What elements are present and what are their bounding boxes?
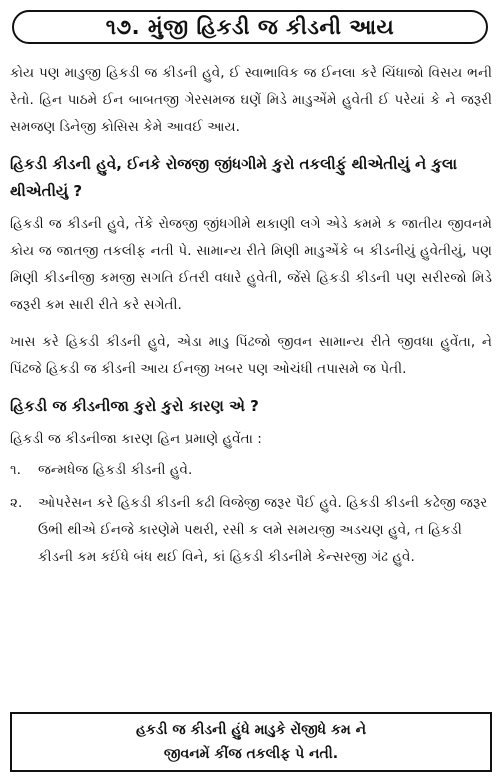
question-heading-2: હિકડી જ કીડનીજા કુરો કુરો કારણ એ ? xyxy=(10,397,259,415)
answer-paragraph-2: ખાસ કરે હિકડી કીડની હુવે, એડા માડુ પિંઢજો જીવન સામાન્ય રીતે જીવધા હુવેંતા, ને પિંઢજે હિકડી જ કીડની આય ઈનજી ખબર પણ ઓચંધી તપાસમે જ પેતી. xyxy=(10,334,492,377)
cause-list-item xyxy=(10,490,492,571)
cause-text: ઓપરેસન કરે હિકડી કીડની કઢી વિજેજી જરૂર પૈઈ હુવે. હિકડી કીડની કઢેજી જરૂર ઉભી થીએ ઈનજે કારણેમે પથરી, રસી ક લમે સમયજી અડચણ હુવે, ત હિકડી કીડની કમ કઈંધે બંધ થઈ વિને, કાં હિકડી કીડનીમે કેન્સરજી ગંઢ હુવે. xyxy=(38,495,488,565)
intro-paragraph: કોય પણ માડુજી હિકડી જ કીડની હુવે, ઈ સ્વાભાવિક જ ઈનલા કરે ચિંધાજો વિસય ભની રેતો. હિન પાઠમે ઈન બાબતજી ગેરસમજ ઘણેં મિડે માડુએંમે હુવેતી ઈ પરેયાં કે ને જરૂરી સમજણ ડિનેજી કોસિસ કેમે આવઈ આય. xyxy=(10,65,492,135)
summary-note-line-2: જીવનમેં કીંજ તકલીફ પે નતી. xyxy=(163,746,339,762)
cause-text: જન્મધેજ હિકડી કીડની હુવે. xyxy=(38,462,193,478)
causes-intro: હિકડી જ કીડનીજા કારણ હિન પ્રમાણે હુવેંતા : xyxy=(10,431,262,447)
chapter-content xyxy=(10,60,492,577)
question-heading-1: હિકડી કીડની હુવે, ઈનકે રોજજી જીંધગીમે કુરો તકલીફું થીએતીયું ને કુલા થીએતીયું ? xyxy=(10,155,458,200)
cause-number: ૨. xyxy=(10,495,23,511)
cause-number: ૧. xyxy=(10,462,21,478)
summary-note-line-1: હકડી જ કીડની હુંધે માડુકે રોંજીધે કમ ને xyxy=(135,722,367,738)
chapter-title: ૧૭. મુંજી હિકડી જ કીડની આય xyxy=(105,14,395,39)
chapter-title-box xyxy=(12,10,488,44)
cause-list-item xyxy=(10,457,492,484)
summary-note-box xyxy=(10,712,492,772)
answer-paragraph-1: હિકડી જ કીડની હુવે, તેંકે રોજજી જીંધગીમે થકાણી લગે એડે કમમે ક જાતીય જીવનમે કોય જ જાતજી તકલીફ નતી પે. સામાન્ય રીતે મિણી માડુએંકે બ કીડનીયું હુવેતીયું, પણ મિણી કીડનીજી કમજી સગતિ ઈતરી વધારે હુવેતી, જેંસે હિકડી કીડની પણ સરીરજો મિડે જરૂરી કમ સારી રીતે કરે સગેતી. xyxy=(10,216,492,313)
